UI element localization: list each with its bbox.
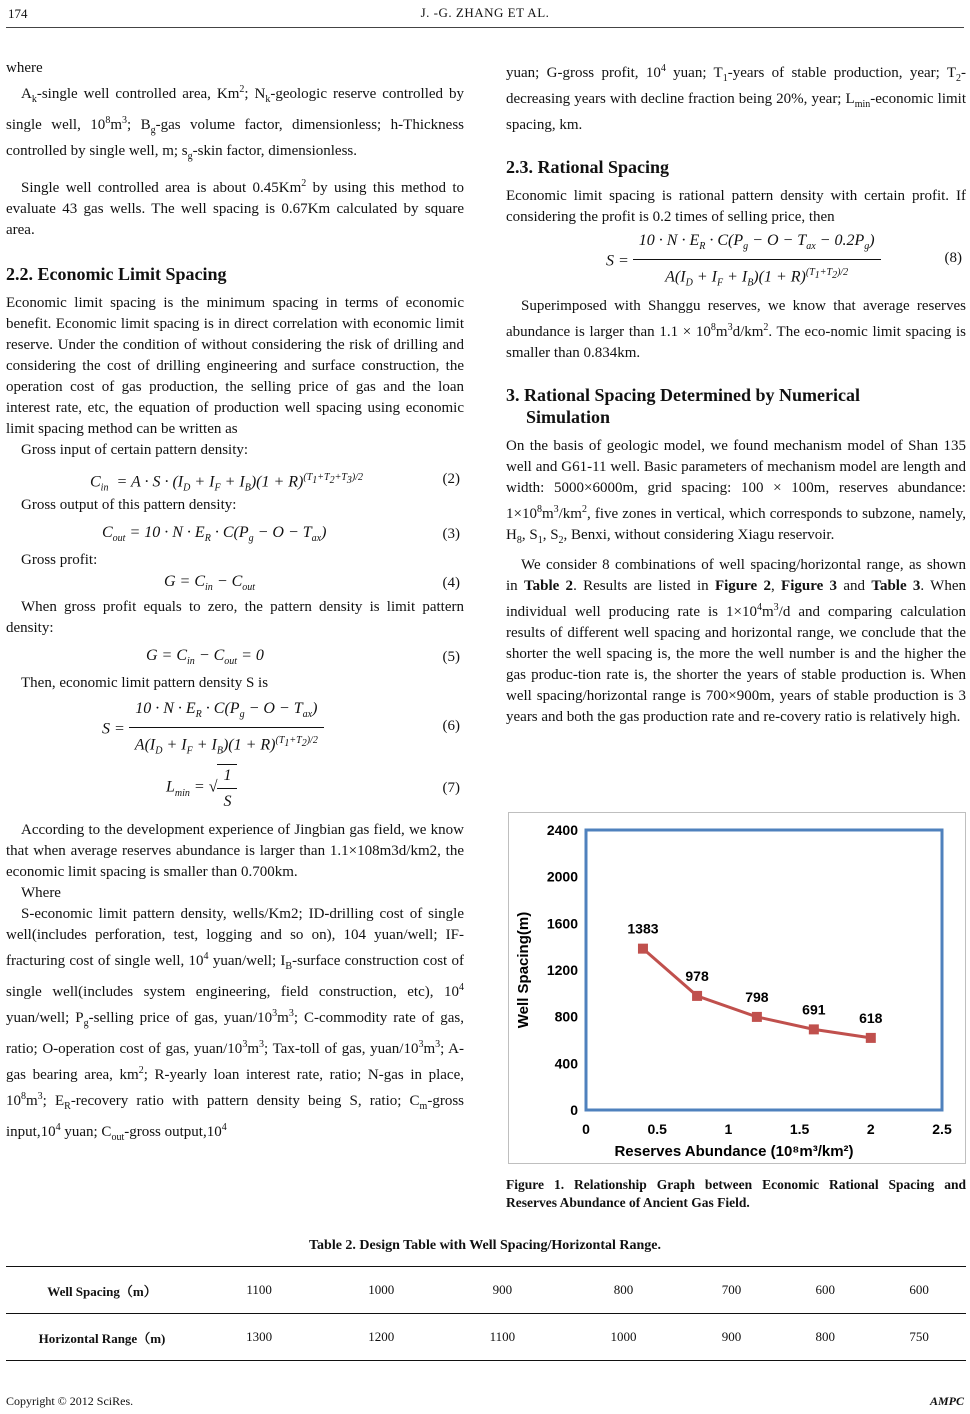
table-cell: 600 <box>815 1282 836 1297</box>
single-well-paragraph: Single well controlled area is about 0.45Km$^2$ by using this method to evaluate 43 gas wells. The well spacing is 0.67Km calculated by square area. <box>6 178 464 238</box>
header-rule <box>6 27 964 28</box>
y-tick-label: 1200 <box>546 962 578 978</box>
data-point <box>866 1033 876 1043</box>
eq-number-5: (5) <box>442 649 460 665</box>
y-tick-label: 800 <box>554 1008 578 1025</box>
jingbian-paragraph: According to the development experience of Jingbian gas field, we know that when average reserves abundance is larger than 1.1×108m3d/km2, the economic limit spacing is smaller than 0.700km. <box>6 822 464 880</box>
table-cell: 800 <box>613 1282 634 1297</box>
table-cell: 1300 <box>246 1329 273 1344</box>
x-tick-label: 2 <box>866 1121 875 1137</box>
page-header <box>0 0 970 30</box>
footer-copyright: Copyright © 2012 SciRes. <box>6 1394 134 1408</box>
table-cell: 750 <box>909 1329 929 1344</box>
equation-2: $C_{in} = A \cdot S \cdot (I_D + I_F + I_B)(1 + R)^{(T_1+T_2+T_3)/2}$ (2) <box>90 471 460 494</box>
table-cell: 1000 <box>610 1329 637 1344</box>
row-header: Well Spacing（m） <box>47 1283 157 1299</box>
x-tick-label: 0.5 <box>647 1121 667 1137</box>
table-title: Table 2. Design Table with Well Spacing/Horizontal Range. <box>308 1238 661 1253</box>
section-heading-2-2: 2.2. Economic Limit Spacing <box>6 264 227 284</box>
where-label: where <box>6 60 43 76</box>
x-tick-label: 1 <box>724 1121 733 1137</box>
y-tick-label: 2000 <box>546 868 578 885</box>
definitions-1: $A_k$-single well controlled area, Km$^2$; $N_k$-geologic reserve controlled by single well, $10^8m^3$; $B_g$-gas volume factor, dimensionless; h-Thickness controlled by single well, m; $s_g$-skin factor, dimensionless. <box>6 84 465 162</box>
gross-output-label: Gross output of this pattern density: <box>21 497 237 513</box>
y-tick-label: 2400 <box>546 822 578 838</box>
rational-spacing-paragraph: Economic limit spacing is rational pattern density with certain profit. If considering the profit is 0.2 times of selling price, then <box>506 188 966 225</box>
eq-number-6: (6) <box>442 718 460 734</box>
section-heading-2-3: 2.3. Rational Spacing <box>506 157 670 177</box>
y-tick-label: 400 <box>554 1055 578 1072</box>
footer-journal: AMPC <box>929 1394 964 1408</box>
table-cell: 1100 <box>489 1329 516 1344</box>
shanggu-paragraph: Superimposed with Shanggu reserves, we know that average reserves abundance is larger than $1.1 \times 10^8m^3d/km^2$. The eco-nomic limit spacing is smaller than 0.834km. <box>506 298 967 361</box>
x-tick-label: 2.5 <box>932 1121 952 1137</box>
eq-number-8: (8) <box>944 250 962 266</box>
table-cell: 800 <box>815 1329 836 1344</box>
x-tick-label: 0 <box>582 1121 590 1137</box>
eq-number-4: (4) <box>442 575 460 591</box>
data-point <box>638 944 648 954</box>
table-cell: 600 <box>909 1282 929 1297</box>
page-number: 174 <box>8 6 28 21</box>
data-label: 618 <box>859 1009 883 1026</box>
economic-limit-paragraph: Economic limit spacing is the minimum spacing in terms of economic benefit. Economic limit spacing is in direct correlation with economic limit reserve. Under the condition of without considering the risk of drilling and considering the cost of drilling engineering and surface construction, the operation cost of gas production, the selling price of gas and the loan interest rate, etc, the equation of production well spacing using economic limit spacing method can be written as <box>6 295 464 437</box>
x-axis-label: Reserves Abundance (10⁸m³/km²) <box>614 1143 854 1160</box>
equation-6: S = $\frac{10 \cdot N \cdot E_R \cdot C(P_g - O - T_{ax})}{A(I_D + I_F + I_B)(1 + R)^{(T_1+T_2)/2}}$ (6) <box>102 700 460 757</box>
table-cell: 1000 <box>368 1282 395 1297</box>
y-tick-label: 0 <box>570 1102 578 1118</box>
eq-number-2: (2) <box>442 471 460 487</box>
where-label-2: Where <box>21 885 61 901</box>
y-axis-label: Well Spacing(m) <box>515 911 532 1029</box>
data-point <box>752 1012 762 1022</box>
table-cell: 1100 <box>246 1282 272 1297</box>
definitions-2: S-economic limit pattern density, wells/Km2; ID-drilling cost of single well(includes perforation, test, logging and so on), 104 yuan/well; IF-fracturing cost of single well, $10^4$ yuan/well; $I_B$-surface construction cost of single well(includes system engineering, field construction, etc), $10^4$ yuan/well; $P_g$-selling price of gas, yuan/$10^3m^3$; C-commodity rate of gas, ratio; O-operation cost of gas, yuan/$10^3m^3$; Tax-toll of gas, yuan/$10^3m^3$; A-gas bearing area, $km^2$; R-yearly loan interest rate, ratio; N-gas in place, $10^8m^3$; $E_R$-recovery ratio with pattern density being S, ratio; $C_m$-gross $input,10^4$ yuan; $C_{out}$-gross $output,10^4$ <box>6 906 465 1143</box>
eq-number-7: (7) <box>442 780 460 796</box>
gross-profit-label: Gross profit: <box>21 552 98 568</box>
data-label: 798 <box>745 988 769 1005</box>
data-point <box>809 1024 819 1034</box>
then-s-label: Then, economic limit pattern density S is <box>21 675 269 691</box>
x-tick-label: 1.5 <box>789 1121 810 1137</box>
table-cell: 900 <box>492 1282 513 1297</box>
row-header: Horizontal Range（m) <box>38 1330 166 1346</box>
y-tick-label: 1600 <box>546 915 578 932</box>
heading-3-line-2: Simulation <box>526 407 611 427</box>
equation-4: $G = C_{in} - C_{out}$ (4) <box>164 573 460 594</box>
zero-profit-label: When gross profit equals to zero, the pattern density is limit pattern density: <box>6 599 464 636</box>
equation-5: $G = C_{in} - C_{out} = 0$ (5) <box>146 647 460 668</box>
table-cell: 900 <box>721 1329 742 1344</box>
equation-3: $C_{out} = 10 \cdot N \cdot E_R \cdot C(P_g - O - T_{ax})$ (3) <box>102 524 460 545</box>
section-heading-3 <box>506 384 966 428</box>
basis-paragraph: On the basis of geologic model, we found mechanism model of Shan 135 well and G61-11 well. Basic parameters of mechanism model are length and width: 5000×6000m, grid spacing: 100 × 100m, reserves abundance: $1\times 10^8m^3/km^2$, five zones in vertical, which corresponds to subzone, namely, $H_8$, $S_1$, $S_2$, Benxi, without considering Xiagu reservoir. <box>506 438 966 546</box>
gross-input-label: Gross input of certain pattern density: <box>21 442 249 458</box>
table-row-horizontal-range <box>6 1314 966 1361</box>
table-cell: 1200 <box>368 1329 395 1344</box>
data-label: 1383 <box>627 920 659 937</box>
table-row-well-spacing <box>6 1267 966 1314</box>
figure-caption: Figure 1. Relationship Graph between Economic Rational Spacing and Reserves Abundance of Ancient Gas Field. <box>506 1177 966 1210</box>
left-column <box>6 58 464 1148</box>
right-column <box>506 58 966 728</box>
data-label: 691 <box>802 1001 826 1018</box>
combinations-paragraph: We consider 8 combinations of well spacing/horizontal range, as shown in Table 2. Results are listed in Figure 2, Figure 3 and Table 3. When individual well producing rate is $1\times 10^4m^3/d$ and comparing calculation results of different well spacing and horizontal range, we conclude that the shorter the well spacing is, the more the well number is and the higher the gas produc-tion rate is, the shorter the years of stable production is. When well spacing/horizontal range is 700×900m, years of stable production is 3 years and both the gas production rate and re-covery ratio is relatively high. <box>506 557 966 725</box>
data-point <box>692 991 702 1001</box>
data-label: 978 <box>685 967 709 984</box>
running-authors: J. -G. ZHANG ET AL. <box>420 5 550 20</box>
equation-7: $L_{min}$ = √ $\frac{1}{S}$ (7) <box>6 754 464 816</box>
eq-number-3: (3) <box>442 526 460 542</box>
equation-8: S = $\frac{10 \cdot N \cdot E_R \cdot C(P_g - O - T_{ax} - 0.2P_g)}{A(I_D + I_F + I_B)(1 + R)^{(T_1+T_2)/2}}$ (8) <box>606 232 962 289</box>
table-cell: 700 <box>721 1282 742 1297</box>
design-table <box>6 1266 966 1361</box>
definitions-continued: yuan; G-gross profit, $10^4$ yuan; $T_1$-years of stable production, year; $T_2$-decreasing years with decline fraction being 20%, year; $L_{min}$-economic limit spacing, km. <box>506 63 967 133</box>
well-spacing-chart <box>508 812 966 1164</box>
heading-3-line-1: 3. Rational Spacing Determined by Numerical <box>506 385 860 405</box>
